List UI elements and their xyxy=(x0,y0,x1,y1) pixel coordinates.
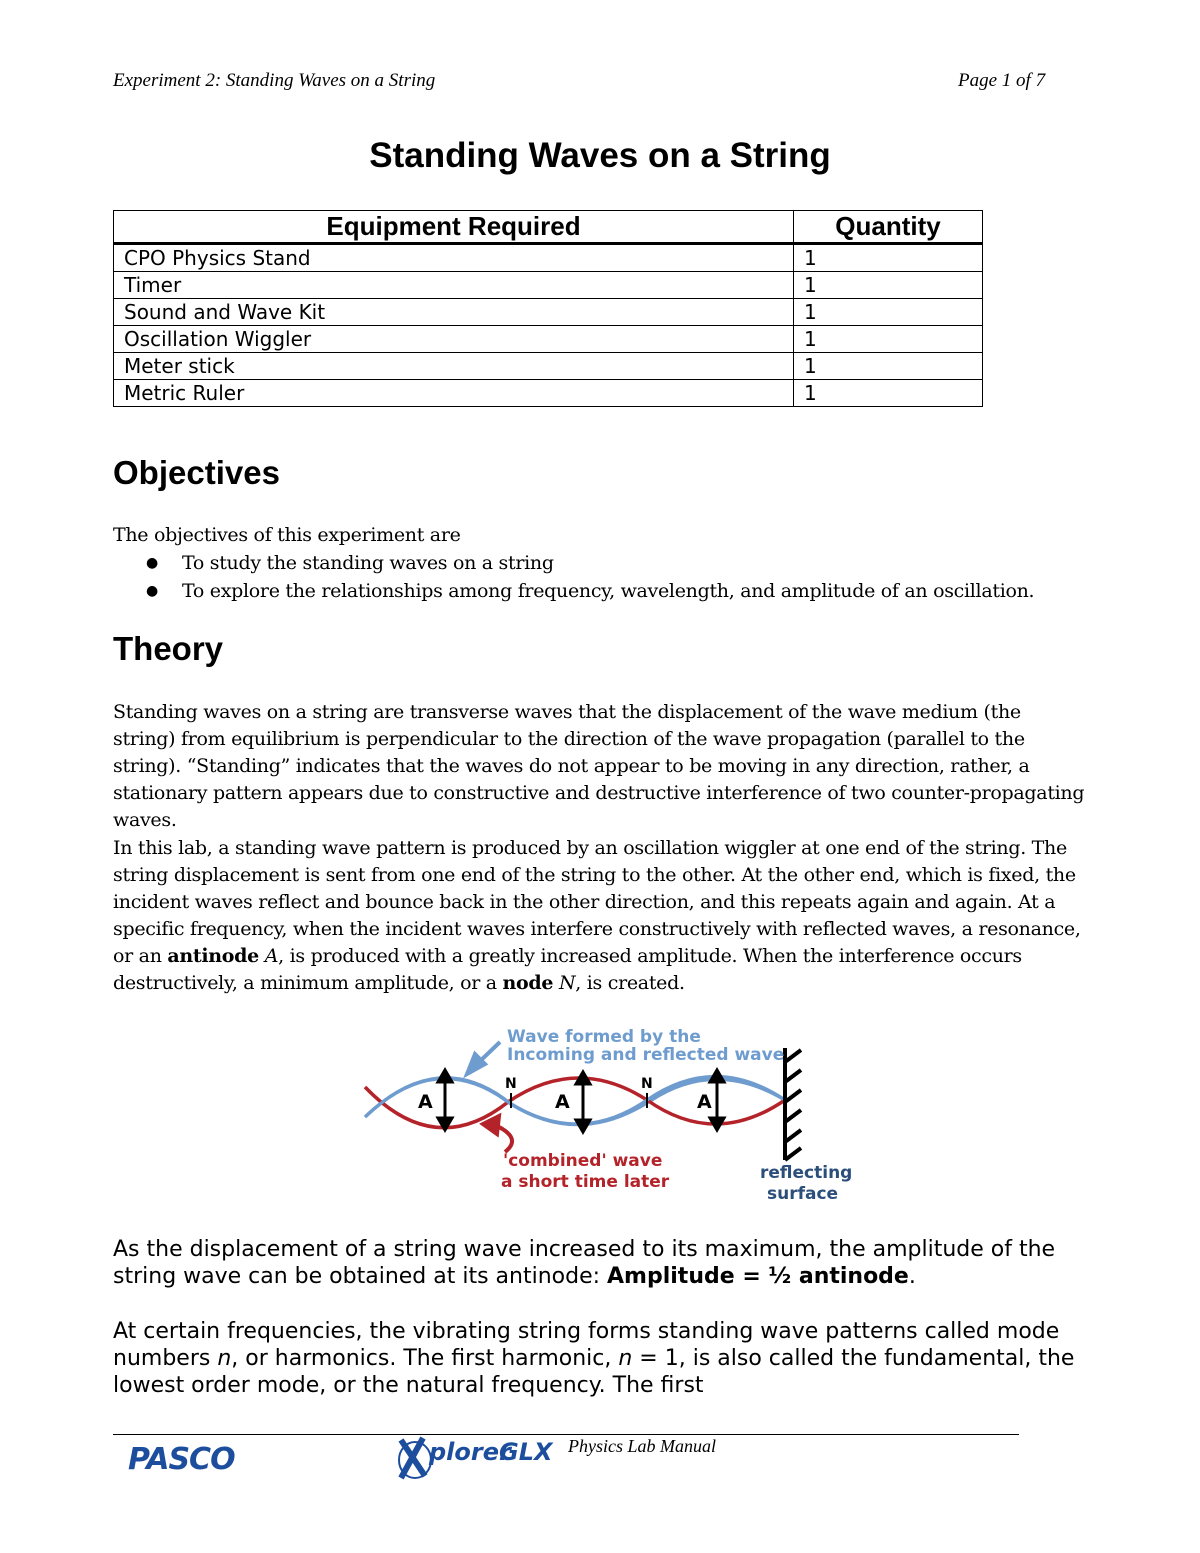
mode-symbol: n xyxy=(618,1346,633,1371)
antinode-arrow xyxy=(710,1070,724,1130)
equipment-item: Oscillation Wiggler xyxy=(114,326,794,353)
theory-paragraph-2 xyxy=(113,835,1093,997)
footer-divider xyxy=(113,1434,1019,1435)
antinode-term: antinode xyxy=(167,945,259,967)
equipment-item: Metric Ruler xyxy=(114,380,794,407)
blue-label-line-2: Incoming and reflected wave xyxy=(507,1045,785,1065)
red-label-line-2: a short time later xyxy=(501,1172,670,1192)
equipment-item: Meter stick xyxy=(114,353,794,380)
column-header-quantity: Quantity xyxy=(794,211,983,244)
pasco-logo xyxy=(124,1440,269,1476)
equipment-qty: 1 xyxy=(794,380,983,407)
table-row xyxy=(114,244,983,272)
table-row xyxy=(114,380,983,407)
text-run: , is created. xyxy=(575,972,685,994)
reflecting-wall xyxy=(785,1048,801,1160)
list-item: ● To study the standing waves on a string xyxy=(113,549,1093,577)
amplitude-formula: Amplitude = ½ antinode xyxy=(607,1264,909,1289)
equipment-qty: 1 xyxy=(794,244,983,272)
table-row xyxy=(114,353,983,380)
antinode-label: A xyxy=(418,1091,433,1113)
equipment-item: CPO Physics Stand xyxy=(114,244,794,272)
node-label: N xyxy=(641,1076,653,1092)
equipment-item: Sound and Wave Kit xyxy=(114,299,794,326)
table-row xyxy=(114,272,983,299)
table-header-row xyxy=(114,211,983,244)
text-run: = 1, is also called the fundamental, the lowest order mode, or the natural frequency. The first xyxy=(113,1346,1075,1398)
text-run: At certain frequencies, the vibrating string forms standing wave patterns called mode numbers xyxy=(113,1319,1060,1371)
table-row xyxy=(114,326,983,353)
equipment-qty: 1 xyxy=(794,326,983,353)
text-run: , is produced with a greatly increased amplitude. When the interference occurs destructively, a minimum amplitude, or a xyxy=(113,945,1022,994)
equipment-qty: 1 xyxy=(794,272,983,299)
surface-label-line-1: reflecting xyxy=(760,1163,853,1183)
xplorer-glx-logo xyxy=(395,1430,565,1486)
xplorer-text: plorer xyxy=(429,1438,511,1466)
surface-label-line-2: surface xyxy=(767,1184,839,1204)
antinode-label: A xyxy=(555,1091,570,1113)
text-run: In this lab, a standing wave pattern is produced by an oscillation wiggler at one end of the string. The string displacement is sent from one end of the string to the other. At the other end, which is fixed, the incident waves reflect and bounce back in the other direction, and this repeats again and again. At a specific frequency, when the incident waves interfere constructively with reflected waves, a resonance, or an xyxy=(113,837,1081,967)
equipment-item: Timer xyxy=(114,272,794,299)
page-number: Page 1 of 7 xyxy=(958,70,1046,91)
red-pointer-arrow xyxy=(483,1116,512,1152)
equipment-qty: 1 xyxy=(794,299,983,326)
manual-name: Physics Lab Manual xyxy=(568,1436,716,1456)
pasco-logo-text: PASCO xyxy=(128,1442,235,1476)
blue-pointer-arrow xyxy=(467,1042,500,1074)
antinode-arrow xyxy=(438,1070,452,1130)
antinode-symbol: A xyxy=(264,945,279,967)
objectives-intro: The objectives of this experiment are xyxy=(113,524,461,546)
antinode-label: A xyxy=(697,1091,712,1113)
glx-text: GLX xyxy=(499,1438,553,1466)
mode-symbol: n xyxy=(217,1346,232,1371)
list-item: ● To explore the relationships among frequency, wavelength, and amplitude of an oscillation. xyxy=(113,577,1093,605)
text-run: As the displacement of a string wave increased to its maximum, the amplitude of the string wave can be obtained at its antinode: xyxy=(113,1237,1056,1289)
node-symbol: N xyxy=(558,972,576,994)
harmonics-paragraph xyxy=(113,1318,1103,1399)
node-term: node xyxy=(502,972,554,994)
page-title: Standing Waves on a String xyxy=(369,136,831,175)
amplitude-paragraph xyxy=(113,1236,1103,1290)
column-header-equipment: Equipment Required xyxy=(114,211,794,244)
antinode-arrow xyxy=(576,1072,590,1132)
standing-wave-diagram xyxy=(355,1020,855,1210)
red-label-line-1: 'combined' wave xyxy=(503,1151,663,1171)
equipment-table xyxy=(113,210,983,407)
equipment-qty: 1 xyxy=(794,353,983,380)
blue-label-line-1: Wave formed by the xyxy=(507,1027,701,1047)
table-row xyxy=(114,299,983,326)
text-run: . xyxy=(908,1264,916,1289)
text-run: , or harmonics. The first harmonic, xyxy=(231,1346,619,1371)
objectives-list xyxy=(113,549,1093,605)
theory-paragraph-1: Standing waves on a string are transverse waves that the displacement of the wave medium (the string) from equilibrium is perpendicular to the direction of the wave propagation (parallel to the string). “Standing” indicates that the waves do not appear to be moving in any direction, rather, a stationary pattern appears due to constructive and destructive interference of two counter-propagating waves. xyxy=(113,701,1085,831)
objectives-heading: Objectives xyxy=(113,454,280,491)
theory-heading: Theory xyxy=(113,630,224,667)
running-header-left: Experiment 2: Standing Waves on a String xyxy=(113,70,436,91)
node-label: N xyxy=(505,1076,517,1092)
